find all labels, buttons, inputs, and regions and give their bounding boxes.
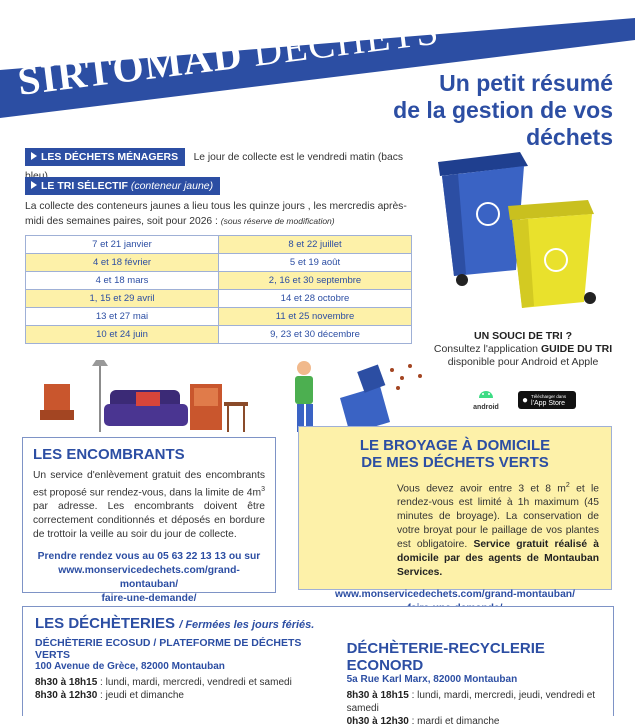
- schedule-cell: 14 et 28 octobre: [219, 290, 412, 308]
- play-icon: [31, 181, 37, 189]
- encombrants-title: LES ENCOMBRANTS: [33, 446, 185, 463]
- broyage-title: [311, 437, 599, 471]
- table-row: [26, 308, 412, 326]
- app-question: UN SOUCI DE TRI ?: [473, 330, 572, 342]
- tri-tag-label: LE TRI SÉLECTIF: [41, 180, 128, 192]
- broyage-text-a: Vous devez avoir entre 3 et 8 m: [397, 483, 566, 495]
- site-ecosud-h2-time: 8h30 à 12h30: [35, 690, 98, 701]
- schedule-cell: 10 et 24 juin: [26, 326, 219, 344]
- schedule-cell: 4 et 18 février: [26, 254, 219, 272]
- app-store-small: Télécharger dans: [531, 394, 567, 399]
- android-label: android: [473, 404, 499, 411]
- broyage-text-bold: Service gratuit réalisé à domicile par des agents de Montauban Services.: [397, 539, 599, 579]
- person-icon: [295, 361, 313, 432]
- shredder-icon: [340, 364, 390, 434]
- broyage-title-l1: LE BROYAGE À DOMICILE: [359, 437, 551, 454]
- headline-line-1: Un petit résumé: [439, 70, 613, 96]
- menagers-text: Le jour de collecte est le vendredi matin (bacs: [193, 152, 404, 163]
- decheteries-header: [35, 615, 601, 632]
- table-row: [26, 272, 412, 290]
- tri-note: (sous réserve de modification): [220, 216, 335, 226]
- schedule-table: [25, 235, 412, 344]
- menagers-tag: [25, 148, 185, 166]
- site-econord-h1-time: 8h30 à 18h15: [346, 690, 409, 701]
- table-row: [26, 236, 412, 254]
- schedule-cell: 1, 15 et 29 avril: [26, 290, 219, 308]
- cabinet-icon: [190, 384, 222, 430]
- site-ecosud-name: DÉCHÈTERIE ECOSUD / PLATEFORME DE DÉCHETS VERTS: [35, 637, 302, 661]
- tri-section: [25, 176, 415, 229]
- android-icon: [477, 385, 495, 399]
- schedule-cell: 4 et 18 mars: [26, 272, 219, 290]
- encombrants-sup: 3: [261, 486, 265, 493]
- schedule-cell: 7 et 21 janvier: [26, 236, 219, 254]
- play-icon: [31, 152, 37, 160]
- encombrants-rdv: Prendre rendez vous au 05 63 22 13 13 ou sur: [37, 551, 261, 563]
- schedule-cell: 9, 23 et 30 décembre: [219, 326, 412, 344]
- app-store-label: l'App Store: [531, 400, 566, 407]
- site-ecosud-h1-time: 8h30 à 18h15: [35, 677, 98, 688]
- decheteries-title: LES DÉCHÈTERIES: [35, 615, 176, 632]
- site-econord-h1-days: : lundi, mardi, mercredi, jeudi, vendredi et samedi: [346, 690, 596, 714]
- brand-bold: SIRTOMAD: [15, 31, 245, 104]
- tri-text: La collecte des conteneurs jaunes a lieu tous les quinze jours , les mercredis après-midi des semaines paires, soit pour 2026 :: [25, 201, 407, 227]
- schedule-cell: 2, 16 et 30 septembre: [219, 272, 412, 290]
- site-econord-name: DÉCHÈTERIE-RECYCLERIE ECONORD: [346, 640, 545, 674]
- encombrants-link-l2[interactable]: faire-une-demande/: [101, 593, 197, 605]
- site-ecosud-h1-days: : lundi, mardi, mercredi, vendredi et samedi: [97, 677, 292, 688]
- app-name: GUIDE DU TRI: [540, 343, 613, 355]
- broyage-text: [311, 479, 599, 580]
- broyage-sup: 2: [565, 482, 570, 489]
- app-line-3: disponible pour Android et Apple: [447, 356, 599, 368]
- schedule-cell: 11 et 25 novembre: [219, 308, 412, 326]
- encombrants-text-a: Un service d'enlèvement gratuit des encombrants est proposé sur rendez-vous, dans la limite de 4m: [33, 470, 265, 499]
- decheteries-box: [22, 606, 614, 727]
- table-row: [26, 326, 412, 344]
- brand-thin: DÉCHETS: [250, 7, 442, 75]
- tri-tag-note: (conteneur jaune): [130, 180, 214, 192]
- headline-line-3: déchets: [526, 124, 613, 150]
- apple-icon: ●: [522, 394, 529, 406]
- site-econord-address: 5a Rue Karl Marx, 82000 Montauban: [346, 674, 518, 685]
- android-badge[interactable]: [470, 385, 502, 411]
- broyage-title-l2: DE MES DÉCHETS VERTS: [361, 454, 549, 471]
- headline-line-2: de la gestion de vos: [393, 97, 613, 123]
- schedule-cell: 8 et 22 juillet: [219, 236, 412, 254]
- leaves-icon: [390, 364, 422, 390]
- site-econord-h2-time: 0h30 à 12h30: [346, 716, 409, 727]
- tri-tag: [25, 177, 220, 195]
- app-promo: [418, 330, 628, 369]
- app-store-badge[interactable]: [518, 391, 576, 409]
- encombrants-link[interactable]: [33, 564, 265, 606]
- schedule-cell: 5 et 19 août: [219, 254, 412, 272]
- chair-icon: [40, 384, 74, 420]
- encombrants-box: [22, 437, 276, 605]
- table-row: [26, 254, 412, 272]
- menagers-tag-label: LES DÉCHETS MÉNAGERS: [41, 151, 179, 163]
- site-ecosud: [35, 637, 329, 728]
- sofa-icon: [104, 390, 188, 426]
- site-econord-h2-days: : mardi et dimanche: [408, 716, 500, 727]
- broyage-link-l1[interactable]: www.monservicedechets.com/grand-montauban/: [335, 589, 575, 601]
- app-line-2: Consultez l'application: [433, 343, 539, 355]
- table-icon: [224, 402, 248, 432]
- encombrants-text: [33, 469, 265, 542]
- decheteries-subtitle: / Fermées les jours fériés.: [179, 619, 315, 631]
- site-econord: [347, 637, 601, 728]
- encombrants-link-l1[interactable]: www.monservicedechets.com/grand-montauban/: [58, 565, 240, 591]
- broyage-box: [298, 426, 612, 601]
- table-row: [26, 290, 412, 308]
- encombrants-text-b: par adresse. Les encombrants doivent être correctement conditionnés et déposés en bordure de trottoir la veille au soir du jour de collecte.: [33, 501, 265, 541]
- recycling-bins-illustration: [428, 130, 608, 315]
- furniture-illustration: [40, 360, 250, 442]
- broyage-text-b: et le rendez-vous est limité à 1h maximum (45 minutes de broyage). La conservation de votre broyat pour le paillage de vos plantes est obligatoire.: [397, 483, 599, 551]
- schedule-cell: 13 et 27 mai: [26, 308, 219, 326]
- yellow-bin-icon: [508, 200, 596, 308]
- site-ecosud-address: 100 Avenue de Grèce, 82000 Montauban: [35, 661, 225, 672]
- site-ecosud-h2-days: : jeudi et dimanche: [97, 690, 184, 701]
